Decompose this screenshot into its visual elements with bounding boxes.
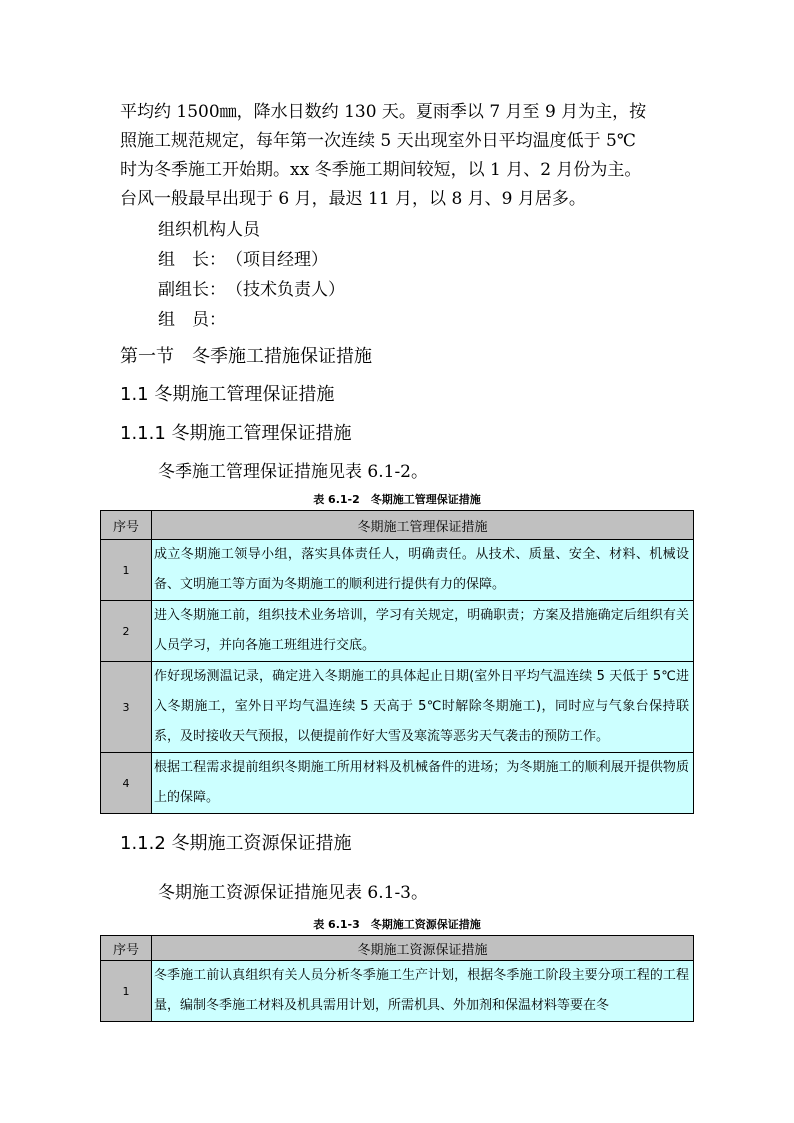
intro-line-2: 照施工规范规定，每年第一次连续 5 天出现室外日平均温度低于 5℃ [120,131,636,151]
table-row [101,540,694,601]
header-index: 序号 [101,936,152,961]
table2-reference: 冬期施工资源保证措施见表 6.1-3。 [158,883,428,903]
org-members: 组 员： [158,310,226,330]
table-row [101,601,694,662]
heading-1-1-1: 1.1.1 冬期施工管理保证措施 [120,423,352,444]
row-index: 2 [101,601,152,662]
table-resource-measures [100,935,694,1022]
heading-1-1-2: 1.1.2 冬期施工资源保证措施 [120,833,352,854]
table1-caption: 表 6.1-2 冬期施工管理保证措施 [313,493,481,506]
table-row [101,753,694,814]
row-text: 成立冬期施工领导小组，落实具体责任人，明确责任。从技术、质量、安全、材料、机械设备、文明施工等方面为冬期施工的顺利进行提供有力的保障。 [152,540,694,601]
row-text: 进入冬期施工前，组织技术业务培训，学习有关规定，明确职责；方案及措施确定后组织有关人员学习，并向各施工班组进行交底。 [152,601,694,662]
intro-line-1: 平均约 1500㎜，降水日数约 130 天。夏雨季以 7 月至 9 月为主，按 [120,102,647,122]
intro-line-3: 时为冬季施工开始期。xx 冬季施工期间较短，以 1 月、2 月份为主。 [120,160,642,180]
table-row [101,961,694,1022]
table-management-measures [100,510,694,814]
row-text: 根据工程需求提前组织冬期施工所用材料及机械备件的进场；为冬期施工的顺利展开提供物质上的保障。 [152,753,694,814]
table2-caption: 表 6.1-3 冬期施工资源保证措施 [313,918,481,931]
section-title: 第一节 冬季施工措施保证措施 [120,346,372,367]
header-index: 序号 [101,511,152,540]
row-index: 4 [101,753,152,814]
org-deputy: 副组长： （技术负责人） [158,280,345,300]
heading-1-1: 1.1 冬期施工管理保证措施 [120,384,335,405]
row-index: 1 [101,961,152,1022]
table-header-row [101,936,694,961]
header-measures: 冬期施工管理保证措施 [152,511,694,540]
row-text: 作好现场测温记录，确定进入冬期施工的具体起止日期(室外日平均气温连续 5 天低于 5℃进入冬期施工，室外日平均气温连续 5 天高于 5℃时解除冬期施工)，同时应与气象台保持联系，及时接收天气预报，以便提前作好大雪及寒流等恶劣天气袭击的预防工作。 [152,662,694,753]
row-text: 冬季施工前认真组织有关人员分析冬季施工生产计划，根据冬季施工阶段主要分项工程的工程量，编制冬季施工材料及机具需用计划，所需机具、外加剂和保温材料等要在冬 [152,961,694,1022]
org-title: 组织机构人员 [158,220,260,240]
table-row [101,662,694,753]
intro-line-4: 台风一般最早出现于 6 月，最迟 11 月，以 8 月、9 月居多。 [120,189,586,209]
table-header-row [101,511,694,540]
header-measures: 冬期施工资源保证措施 [152,936,694,961]
org-leader: 组 长： （项目经理） [158,250,328,270]
row-index: 3 [101,662,152,753]
table1-reference: 冬季施工管理保证措施见表 6.1-2。 [158,462,428,482]
row-index: 1 [101,540,152,601]
